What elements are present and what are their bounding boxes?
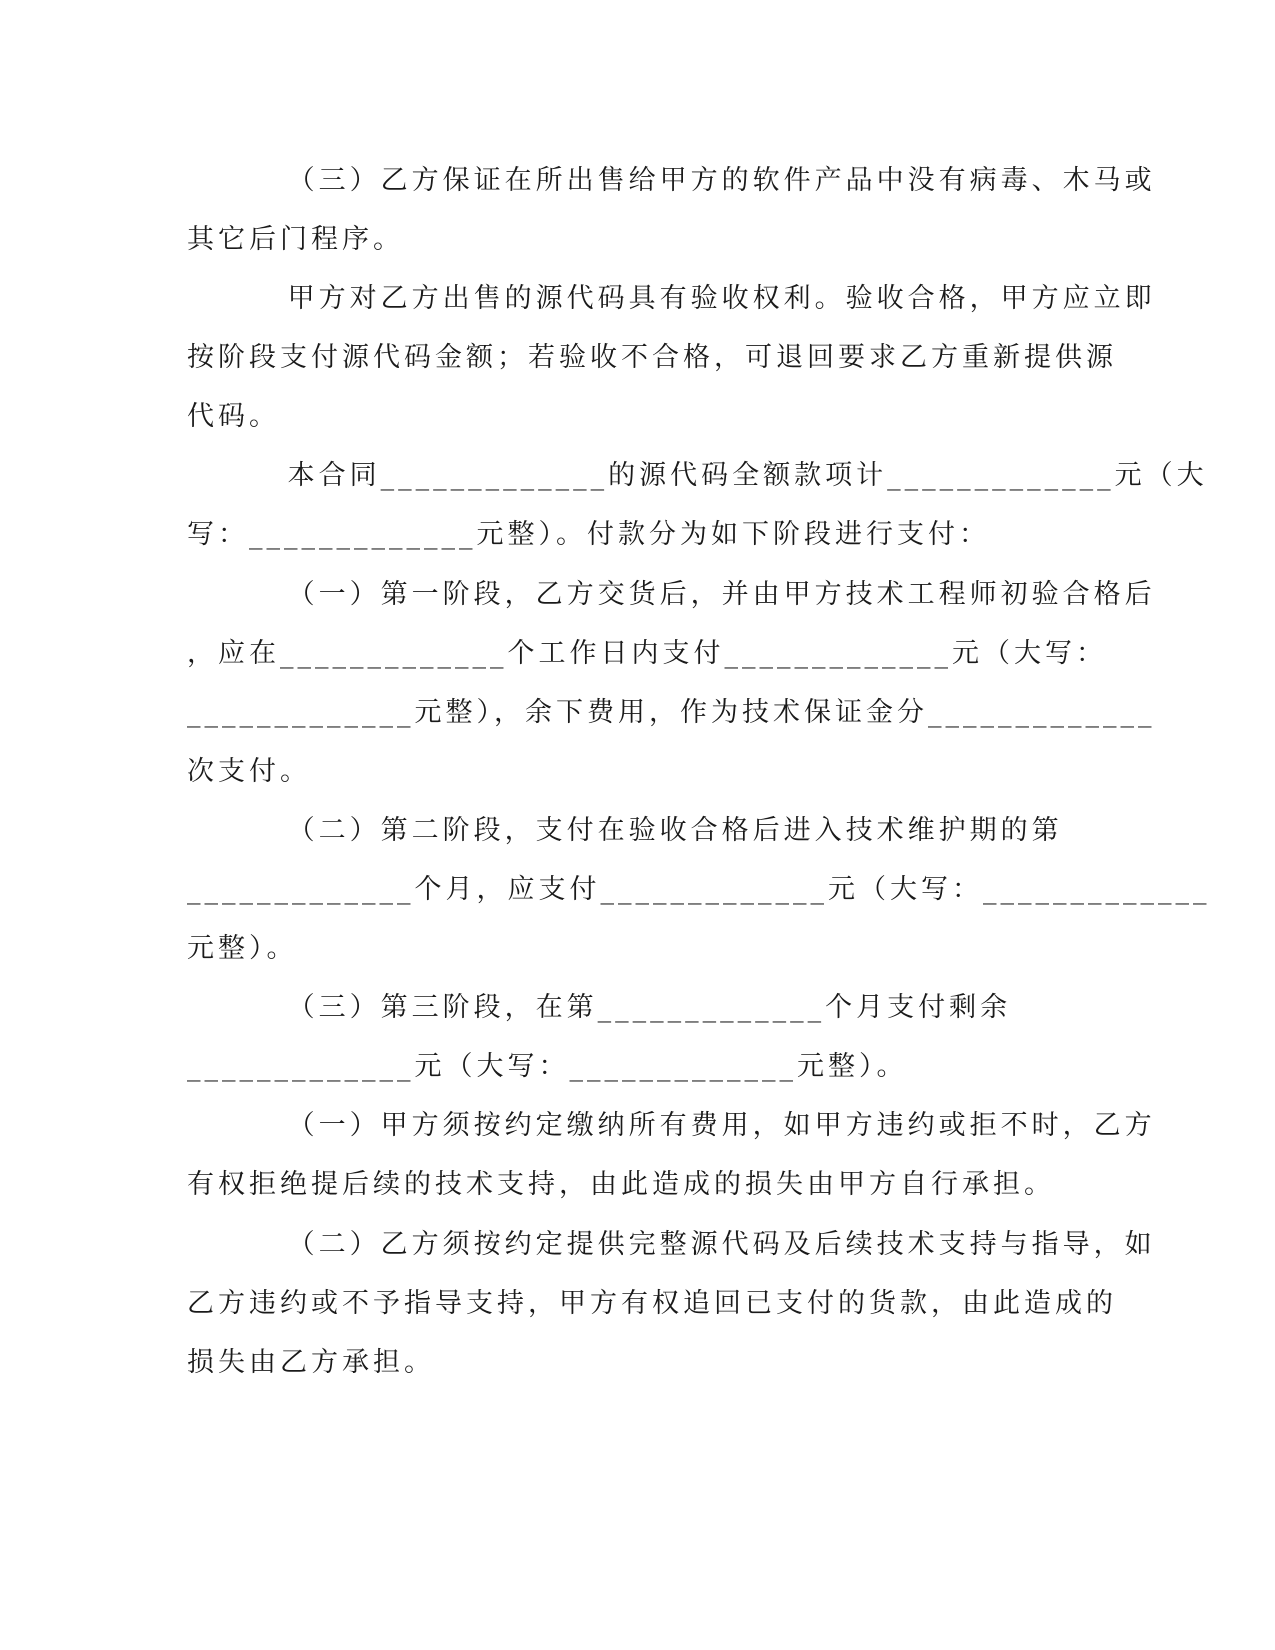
text-line: _____________元整），余下费用，作为技术保证金分_____________ [187,697,1156,728]
text-line: 次支付。 [187,756,311,787]
text-line: （三）第三阶段，在第_____________个月支付剩余 [187,992,1012,1023]
text-line: 损失由乙方承担。 [187,1347,435,1378]
text-line: 乙方违约或不予指导支持，甲方有权追回已支付的货款，由此造成的 [187,1288,1117,1319]
text-line: _____________个月，应支付_____________元（大写：_____________ [187,874,1211,905]
text-line: （一）甲方须按约定缴纳所有费用，如甲方违约或拒不时，乙方 [187,1110,1156,1141]
text-line: （二）乙方须按约定提供完整源代码及后续技术支持与指导，如 [187,1229,1156,1260]
text-line: 按阶段支付源代码金额；若验收不合格，可退回要求乙方重新提供源 [187,342,1117,373]
text-line: （三）乙方保证在所出售给甲方的软件产品中没有病毒、木马或 [187,165,1156,196]
text-line: 写：_____________元整）。付款分为如下阶段进行支付： [187,519,990,550]
text-line: ，应在_____________个工作日内支付_____________元（大写： [187,638,1107,669]
text-line: 其它后门程序。 [187,224,404,255]
text-line: 甲方对乙方出售的源代码具有验收权利。验收合格，甲方应立即 [187,283,1156,314]
text-line: _____________元（大写：_____________元整）。 [187,1051,908,1082]
text-line: 元整）。 [187,933,298,964]
text-line: （一）第一阶段，乙方交货后，并由甲方技术工程师初验合格后 [187,579,1156,610]
text-line: 本合同_____________的源代码全额款项计_____________元（大 [187,460,1208,491]
text-line: （二）第二阶段，支付在验收合格后进入技术维护期的第 [187,815,1063,846]
text-line: 代码。 [187,401,280,432]
text-line: 有权拒绝提后续的技术支持，由此造成的损失由甲方自行承担。 [187,1169,1055,1200]
